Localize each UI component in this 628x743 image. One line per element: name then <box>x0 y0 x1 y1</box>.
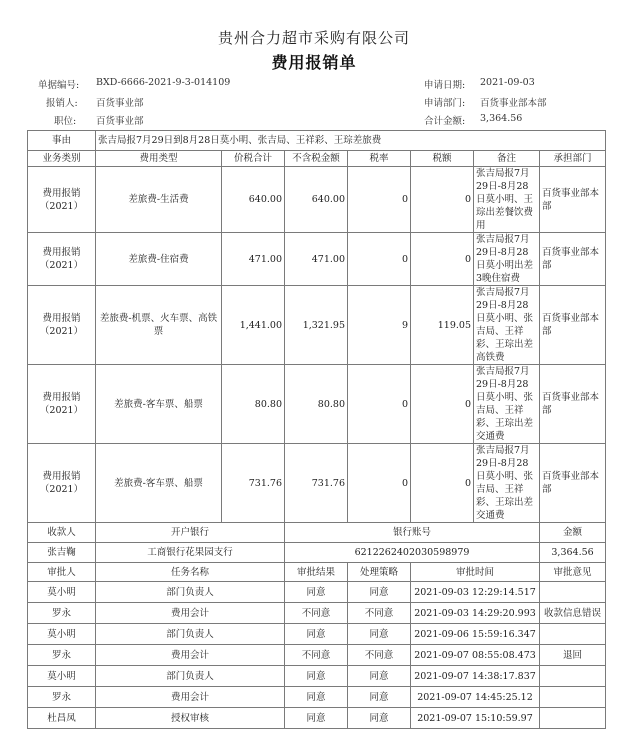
approval-time: 2021-09-03 12:29:14.517 <box>411 582 540 603</box>
row-type: 差旅费-客车票、船票 <box>96 365 222 444</box>
approval-opinion <box>540 582 606 603</box>
approval-time: 2021-09-07 14:45:25.12 <box>411 687 540 708</box>
table-row <box>28 167 606 233</box>
row-total: 80.80 <box>222 365 285 444</box>
apply-date-label: 申请日期: <box>424 80 466 91</box>
row-type: 差旅费-机票、火车票、高铁票 <box>96 286 222 365</box>
row-tax: 119.05 <box>411 286 474 365</box>
matter-label: 事由 <box>28 131 96 151</box>
row-net: 731.76 <box>285 444 348 523</box>
approval-opinion <box>540 666 606 687</box>
col-header-rate: 税率 <box>348 151 411 167</box>
approval-row <box>28 582 606 603</box>
approval-row <box>28 687 606 708</box>
approval-header-strategy: 处理策略 <box>348 563 411 582</box>
row-type: 差旅费-客车票、船票 <box>96 444 222 523</box>
approval-header-result: 审批结果 <box>285 563 348 582</box>
row-type: 差旅费-住宿费 <box>96 233 222 286</box>
col-header-remark: 备注 <box>474 151 540 167</box>
approval-result: 同意 <box>285 624 348 645</box>
row-remark: 张吉局报7月29日-8月28日莫小明、张吉局、王祥彩、王琮出差高铁费 <box>474 286 540 365</box>
approval-result: 不同意 <box>285 645 348 666</box>
row-rate: 0 <box>348 365 411 444</box>
row-net: 471.00 <box>285 233 348 286</box>
approval-opinion <box>540 708 606 729</box>
row-category: 费用报销（2021） <box>28 233 96 286</box>
row-rate: 0 <box>348 167 411 233</box>
approval-row <box>28 708 606 729</box>
applicant-label: 报销人: <box>46 98 78 109</box>
approval-strategy: 不同意 <box>348 645 411 666</box>
row-tax: 0 <box>411 167 474 233</box>
doc-no-label: 单据编号: <box>38 80 80 91</box>
applicant-value: 百货事业部 <box>96 98 144 109</box>
payee-amount: 3,364.56 <box>540 543 606 563</box>
row-dept: 百货事业部本部 <box>540 444 606 523</box>
row-total: 640.00 <box>222 167 285 233</box>
approval-strategy: 不同意 <box>348 603 411 624</box>
approval-opinion: 收款信息错误 <box>540 603 606 624</box>
approval-task: 部门负责人 <box>96 582 285 603</box>
approval-result: 不同意 <box>285 603 348 624</box>
approval-strategy: 同意 <box>348 708 411 729</box>
row-total: 1,441.00 <box>222 286 285 365</box>
doc-no-value: BXD-6666-2021-9-3-014109 <box>96 77 231 88</box>
row-net: 1,321.95 <box>285 286 348 365</box>
row-net: 640.00 <box>285 167 348 233</box>
payee-bank: 工商银行花果园支行 <box>96 543 285 563</box>
approval-row <box>28 645 606 666</box>
approval-time: 2021-09-07 15:10:59.97 <box>411 708 540 729</box>
row-dept: 百货事业部本部 <box>540 286 606 365</box>
row-category: 费用报销（2021） <box>28 286 96 365</box>
position-label: 职位: <box>54 116 77 127</box>
approval-time: 2021-09-07 08:55:08.473 <box>411 645 540 666</box>
payee-header-amount: 金额 <box>540 523 606 543</box>
row-net: 80.80 <box>285 365 348 444</box>
approval-strategy: 同意 <box>348 666 411 687</box>
col-header-tax: 税额 <box>411 151 474 167</box>
expense-table <box>27 130 606 729</box>
approval-person: 罗永 <box>28 603 96 624</box>
approval-person: 莫小明 <box>28 582 96 603</box>
approval-result: 同意 <box>285 582 348 603</box>
approval-opinion: 退回 <box>540 645 606 666</box>
matter-row <box>28 131 606 151</box>
approval-task: 费用会计 <box>96 645 285 666</box>
approval-strategy: 同意 <box>348 624 411 645</box>
approval-task: 部门负责人 <box>96 624 285 645</box>
approval-header-opinion: 审批意见 <box>540 563 606 582</box>
approval-task: 部门负责人 <box>96 666 285 687</box>
form-title: 费用报销单 <box>271 53 357 72</box>
approval-person: 杜昌凤 <box>28 708 96 729</box>
row-remark: 张吉局报7月29日-8月28日莫小明、张吉局、王祥彩、王琮出差交通费 <box>474 365 540 444</box>
approval-person: 莫小明 <box>28 666 96 687</box>
approval-time: 2021-09-06 15:59:16.347 <box>411 624 540 645</box>
row-type: 差旅费-生活费 <box>96 167 222 233</box>
expense-header-row <box>28 151 606 167</box>
approval-row <box>28 666 606 687</box>
company-name: 贵州合力超市采购有限公司 <box>217 29 410 47</box>
row-rate: 0 <box>348 233 411 286</box>
row-category: 费用报销（2021） <box>28 167 96 233</box>
row-rate: 0 <box>348 444 411 523</box>
col-header-dept: 承担部门 <box>540 151 606 167</box>
row-total: 731.76 <box>222 444 285 523</box>
row-category: 费用报销（2021） <box>28 365 96 444</box>
approval-strategy: 同意 <box>348 687 411 708</box>
table-row <box>28 286 606 365</box>
row-remark: 张吉局报7月29日-8月28日莫小明出差3晚住宿费 <box>474 233 540 286</box>
approval-strategy: 同意 <box>348 582 411 603</box>
approval-task: 费用会计 <box>96 603 285 624</box>
approval-row <box>28 624 606 645</box>
payee-header-name: 收款人 <box>28 523 96 543</box>
total-value: 3,364.56 <box>480 113 523 124</box>
col-header-total: 价税合计 <box>222 151 285 167</box>
row-total: 471.00 <box>222 233 285 286</box>
payee-header-row <box>28 523 606 543</box>
row-tax: 0 <box>411 444 474 523</box>
row-dept: 百货事业部本部 <box>540 167 606 233</box>
payee-header-account: 银行账号 <box>285 523 540 543</box>
approval-time: 2021-09-03 14:29:20.993 <box>411 603 540 624</box>
approval-row <box>28 603 606 624</box>
approval-task: 授权审核 <box>96 708 285 729</box>
row-remark: 张吉局报7月29日-8月28日莫小明、王琮出差餐饮费用 <box>474 167 540 233</box>
col-header-type: 费用类型 <box>96 151 222 167</box>
payee-row <box>28 543 606 563</box>
row-remark: 张吉局报7月29日-8月28日莫小明、张吉局、王祥彩、王琮出差交通费 <box>474 444 540 523</box>
approval-opinion <box>540 687 606 708</box>
table-row <box>28 233 606 286</box>
approval-header-time: 审批时间 <box>411 563 540 582</box>
matter-text: 张吉局报7月29日到8月28日莫小明、张吉局、王祥彩、王琮差旅费 <box>96 131 606 151</box>
table-row <box>28 444 606 523</box>
row-category: 费用报销（2021） <box>28 444 96 523</box>
apply-dept-value: 百货事业部本部 <box>480 98 547 109</box>
row-tax: 0 <box>411 233 474 286</box>
approval-opinion <box>540 624 606 645</box>
approval-task: 费用会计 <box>96 687 285 708</box>
table-row <box>28 365 606 444</box>
approval-result: 同意 <box>285 666 348 687</box>
approval-result: 同意 <box>285 708 348 729</box>
payee-account: 6212262402030598979 <box>285 543 540 563</box>
apply-dept-label: 申请部门: <box>424 98 466 109</box>
position-value: 百货事业部 <box>96 116 144 127</box>
payee-header-bank: 开户银行 <box>96 523 285 543</box>
apply-date-value: 2021-09-03 <box>480 77 535 88</box>
total-label: 合计金额: <box>424 116 466 127</box>
approval-person: 罗永 <box>28 645 96 666</box>
approval-time: 2021-09-07 14:38:17.837 <box>411 666 540 687</box>
approval-header-task: 任务名称 <box>96 563 285 582</box>
approval-person: 莫小明 <box>28 624 96 645</box>
approval-header-row <box>28 563 606 582</box>
row-rate: 9 <box>348 286 411 365</box>
row-dept: 百货事业部本部 <box>540 365 606 444</box>
payee-name: 张吉鞠 <box>28 543 96 563</box>
col-header-category: 业务类别 <box>28 151 96 167</box>
col-header-net: 不含税金额 <box>285 151 348 167</box>
row-tax: 0 <box>411 365 474 444</box>
approval-person: 罗永 <box>28 687 96 708</box>
row-dept: 百货事业部本部 <box>540 233 606 286</box>
approval-result: 同意 <box>285 687 348 708</box>
approval-header-person: 审批人 <box>28 563 96 582</box>
